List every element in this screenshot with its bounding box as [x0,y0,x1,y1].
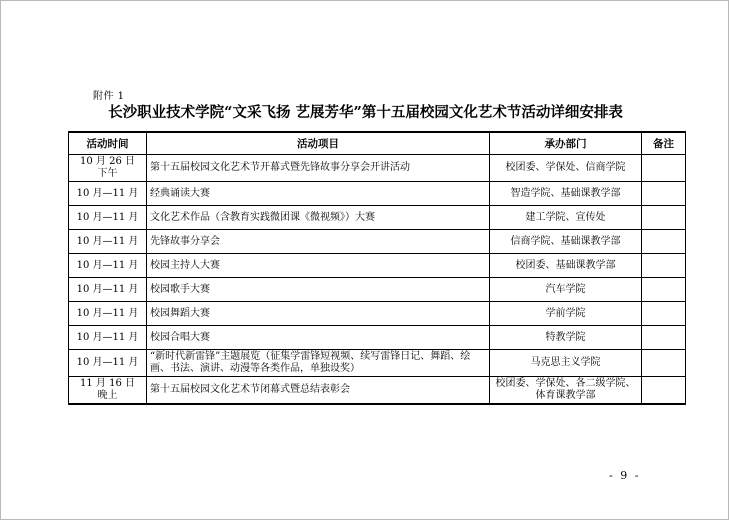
cell-dept: 智造学院、基础课教学部 [490,182,642,206]
time-line-2: 晚上 [97,390,118,401]
cell-note [642,254,686,278]
schedule-table [68,131,686,405]
table-row [69,230,686,254]
cell-note [642,326,686,350]
time-line-1: 10 月 26 日 [80,156,135,167]
cell-dept: 建工学院、宣传处 [490,206,642,230]
table-row [69,377,686,405]
cell-time: 10 月—11 月 [69,302,147,326]
cell-activity: “新时代新雷锋”主题展览（征集学雷锋短视频、续写雷锋日记、舞蹈、绘画、书法、演讲、动漫等各类作品，单独设奖） [147,350,490,377]
table-row [69,155,686,182]
table-header-row [69,132,686,155]
cell-note [642,302,686,326]
cell-activity: 经典诵读大赛 [147,182,490,206]
cell-note [642,377,686,405]
cell-time: 10 月—11 月 [69,326,147,350]
cell-note [642,206,686,230]
cell-note [642,350,686,377]
cell-dept: 学前学院 [490,302,642,326]
cell-note [642,230,686,254]
cell-activity: 校园主持人大赛 [147,254,490,278]
cell-dept: 汽车学院 [490,278,642,302]
cell-time: 10 月—11 月 [69,230,147,254]
cell-activity: 校园舞蹈大赛 [147,302,490,326]
cell-dept: 校团委、基础课教学部 [490,254,642,278]
cell-time: 10 月—11 月 [69,350,147,377]
header-dept: 承办部门 [490,132,642,155]
cell-activity: 校园歌手大赛 [147,278,490,302]
cell-activity: 文化艺术作品（含教育实践微团课《微视频》）大赛 [147,206,490,230]
page-number: - 9 - [609,469,641,482]
table-row [69,206,686,230]
cell-time: 10 月—11 月 [69,254,147,278]
cell-activity: 先锋故事分享会 [147,230,490,254]
cell-dept: 特教学院 [490,326,642,350]
table-row [69,302,686,326]
cell-dept: 马克思主义学院 [490,350,642,377]
cell-activity: 校园合唱大赛 [147,326,490,350]
cell-time [69,377,147,405]
cell-time [69,155,147,182]
time-line-1: 11 月 16 日 [80,378,135,389]
time-line-2: 下午 [97,168,118,179]
cell-note [642,278,686,302]
cell-note [642,155,686,182]
cell-time: 10 月—11 月 [69,278,147,302]
cell-time: 10 月—11 月 [69,206,147,230]
cell-dept: 校团委、学保处、信商学院 [490,155,642,182]
table-row [69,278,686,302]
document-title: 长沙职业技术学院“文采飞扬 艺展芳华”第十五届校园文化艺术节活动详细安排表 [108,104,623,121]
header-time: 活动时间 [69,132,147,155]
header-activity: 活动项目 [147,132,490,155]
cell-activity: 第十五届校园文化艺术节开幕式暨先锋故事分享会开讲活动 [147,155,490,182]
cell-dept: 信商学院、基础课教学部 [490,230,642,254]
cell-time: 10 月—11 月 [69,182,147,206]
attachment-label: 附件 1 [93,91,125,102]
header-note: 备注 [642,132,686,155]
table-row [69,350,686,377]
table-row [69,326,686,350]
cell-note [642,182,686,206]
cell-dept: 校团委、学保处、各二级学院、体育课教学部 [490,377,642,405]
cell-activity: 第十五届校园文化艺术节闭幕式暨总结表彰会 [147,377,490,405]
table-row [69,254,686,278]
table-row [69,182,686,206]
